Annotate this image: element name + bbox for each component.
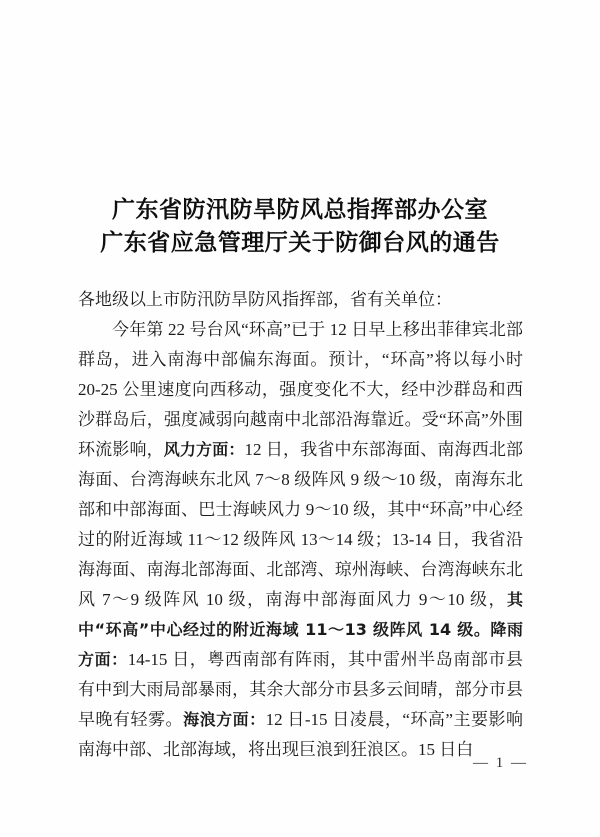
page-number: — 1 — bbox=[473, 755, 528, 771]
emphasis-text: 风力方面： bbox=[163, 440, 245, 459]
body-text: 今年第 22 号台风“环高”已于 12 日早上移出菲律宾北部群岛，进入南海中部偏东海面。预计，“环高”将以每小时 20-25 公里速度向西移动，强度变化不大，经中沙群岛和西沙群岛后，强度减弱向越南中北部沿海靠近。受“环高”外围环流影响， bbox=[78, 320, 523, 459]
body-text: 12 日-15 日凌晨，“环高”主要影响南海中部、北部海域，将出现巨浪到狂浪区。15 日白 bbox=[78, 710, 523, 759]
recipients-line: 各地级以上市防汛防旱防风指挥部，省有关单位： bbox=[78, 290, 452, 309]
document-body bbox=[78, 285, 523, 765]
body-text: 12 日，我省中东部海面、南海西北部海面、台湾海峡东北风 7～8 级阵风 9 级～10 级，南海东北部和中部海面、巴士海峡风力 9～10 级，其中“环高”中心经过的附近海域 11～12 级阵风 13～14 级；13-14 日，我省沿海海面、南海北部海面、北部湾、琼州海峡、台湾海峡东北风 7～9 级阵风 10 级，南海中部海面风力 9～10 级， bbox=[78, 440, 523, 609]
document-title-line1: 广东省防汛防旱防风总指挥部办公室 bbox=[112, 197, 488, 222]
document-title bbox=[0, 193, 600, 259]
body-text: 14-15 日，粤西南部有阵雨，其中雷州半岛南部市县有中到大雨局部暴雨，其余大部分市县多云间晴，部分市县早晚有轻雾。 bbox=[78, 650, 523, 729]
emphasis-text: 海浪方面： bbox=[183, 710, 266, 729]
emphasis-text: 其中“环高”中心经过的附近海域 11～13 级阵风 14 级。降雨方面： bbox=[78, 590, 523, 669]
notice-paragraph bbox=[78, 315, 523, 765]
document-title-line2: 广东省应急管理厅关于防御台风的通告 bbox=[100, 230, 500, 255]
